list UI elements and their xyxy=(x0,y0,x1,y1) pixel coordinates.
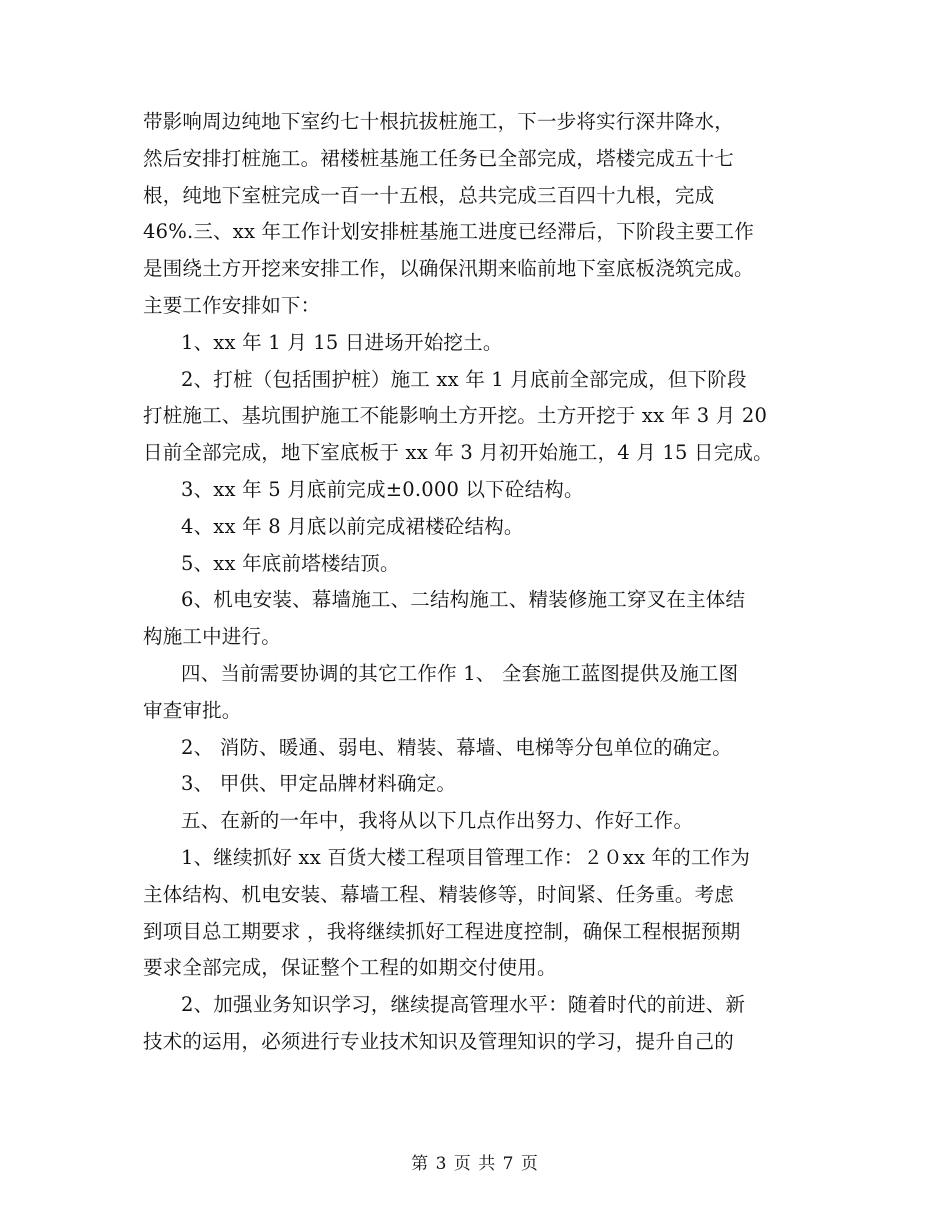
text-line: 6、机电安装、幕墙施工、二结构施工、精装修施工穿叉在主体结 xyxy=(181,588,746,612)
text-line: 2、打桩（包括围护桩）施工 xx 年 1 月底前全部完成，但下阶段 xyxy=(181,367,747,391)
text-line: 5、xx 年底前塔楼结顶。 xyxy=(181,551,400,575)
text-line: 日前全部完成，地下室底板于 xx 年 3 月初开始施工，4 月 15 日完成。 xyxy=(143,441,773,465)
text-line: 3、 甲供、甲定品牌材料确定。 xyxy=(181,772,457,796)
text-line: 1、xx 年 1 月 15 日进场开始挖土。 xyxy=(181,330,503,354)
text-line: 4、xx 年 8 月底以前完成裙楼砼结构。 xyxy=(181,514,524,538)
text-line: 46%.三、xx 年工作计划安排桩基施工进度已经滞后，下阶段主要工作 xyxy=(143,220,755,244)
text-line: 五、在新的一年中，我将从以下几点作出努力、作好工作。 xyxy=(181,809,694,833)
text-line: 主要工作安排如下： xyxy=(143,293,321,317)
text-line: 打桩施工、基坑围护施工不能影响土方开挖。土方开挖于 xx 年 3 月 20 xyxy=(143,404,768,428)
text-line: 然后安排打桩施工。裙楼桩基施工任务已全部完成，塔楼完成五十七 xyxy=(143,146,735,170)
text-line: 根，纯地下室桩完成一百一十五根，总共完成三百四十九根，完成 xyxy=(143,183,715,207)
text-line: 带影响周边纯地下室约七十根抗拔桩施工，下一步将实行深井降水， xyxy=(143,110,735,133)
text-line: 3、xx 年 5 月底前完成±0.000 以下砼结构。 xyxy=(181,477,584,501)
text-line: 要求全部完成，保证整个工程的如期交付使用。 xyxy=(143,956,557,980)
page-footer: 第 3 页 共 7 页 xyxy=(411,1154,539,1174)
text-line: 到项目总工期要求 ，我将继续抓好工程进度控制，确保工程根据预期 xyxy=(143,919,741,943)
text-line: 2、加强业务知识学习，继续提高管理水平：随着时代的前进、新 xyxy=(181,993,746,1017)
text-line: 1、继续抓好 xx 百货大楼工程项目管理工作：２０xx 年的工作为 xyxy=(181,845,751,869)
text-line: 构施工中进行。 xyxy=(143,625,281,649)
text-line: 四、当前需要协调的其它工作作 1、 全套施工蓝图提供及施工图 xyxy=(181,661,739,685)
text-line: 审查审批。 xyxy=(143,698,242,722)
text-line: 主体结构、机电安装、幕墙工程、精装修等，时间紧、任务重。考虑 xyxy=(143,882,735,906)
text-line: 技术的运用，必须进行专业技术知识及管理知识的学习，提升自己的 xyxy=(143,1029,735,1053)
text-line: 2、 消防、暖通、弱电、精装、幕墙、电梯等分包单位的确定。 xyxy=(181,735,732,759)
document-body xyxy=(143,104,811,1061)
text-line: 是围绕土方开挖来安排工作，以确保汛期来临前地下室底板浇筑完成。 xyxy=(143,257,754,281)
